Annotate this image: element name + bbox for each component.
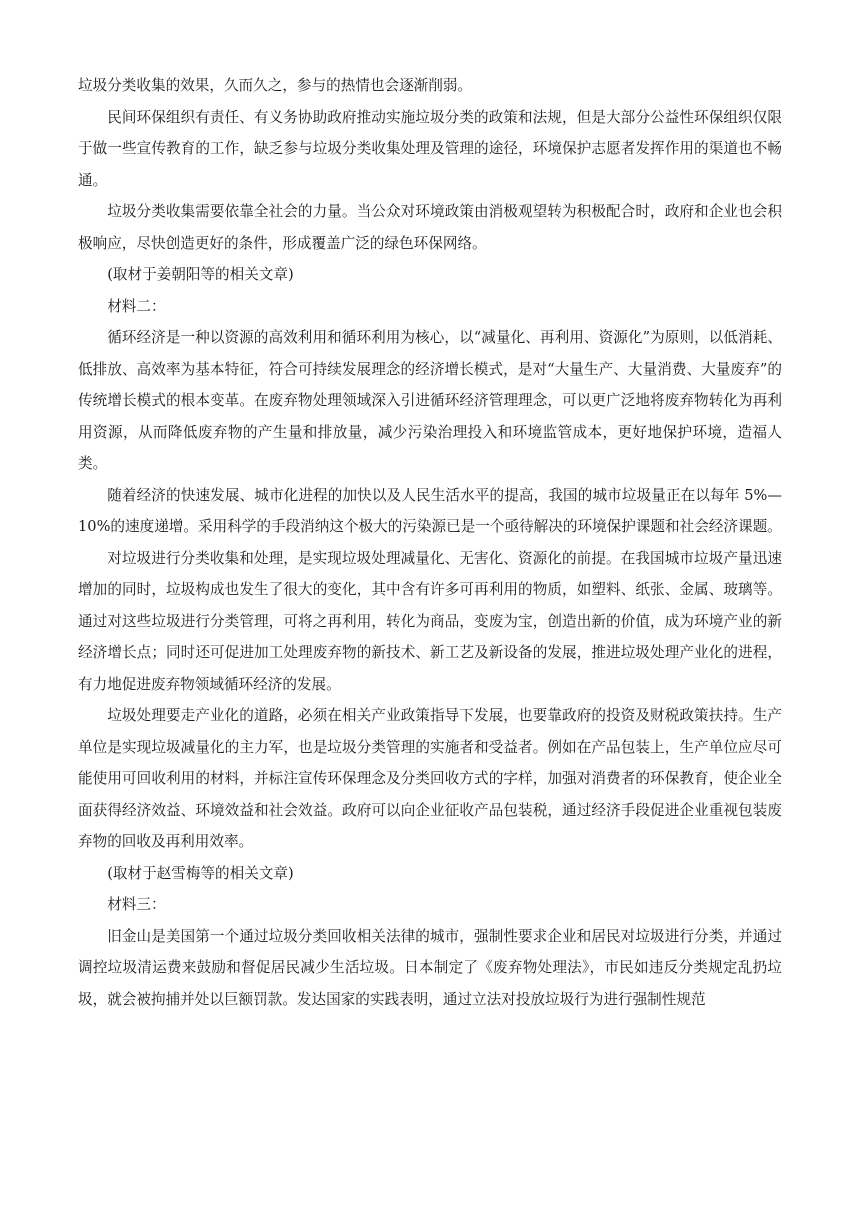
paragraph-ngo-role: 民间环保组织有责任、有义务协助政府推动实施垃圾分类的政策和法规，但是大部分公益性环保组织仅限于做一些宣传教育的工作，缺乏参与垃圾分类收集处理及管理的途径，环境保护志愿者发挥作用的渠道也不畅通。 <box>78 108 782 189</box>
source-note-2: (取材于赵雪梅等的相关文章) <box>107 864 294 882</box>
paragraph-society-power: 垃圾分类收集需要依靠全社会的力量。当公众对环境政策由消极观望转为积极配合时，政府和企业也会积极响应，尽快创造更好的条件，形成覆盖广泛的绿色环保网络。 <box>78 203 782 252</box>
material-2-heading: 材料二： <box>107 297 166 315</box>
document-page <box>78 70 782 1015</box>
paragraph-urban-waste-growth: 随着经济的快速发展、城市化进程的加快以及人民生活水平的提高，我国的城市垃圾量正在以每年 5%—10%的速度递增。采用科学的手段消纳这个极大的污染源已是一个亟待解决的环境保护课题和社会经济课题。 <box>78 486 782 535</box>
paragraph-foreign-practice: 旧金山是美国第一个通过垃圾分类回收相关法律的城市，强制性要求企业和居民对垃圾进行分类，并通过调控垃圾清运费来鼓励和督促居民减少生活垃圾。日本制定了《废弃物处理法》，市民如违反分类规定乱扔垃圾，就会被拘捕并处以巨额罚款。发达国家的实践表明，通过立法对投放垃圾行为进行强制性规范 <box>78 927 782 1008</box>
source-note-1: (取材于姜朝阳等的相关文章) <box>107 266 294 283</box>
material-3-heading: 材料三： <box>107 896 166 913</box>
paragraph-industrialization: 垃圾处理要走产业化的道路，必须在相关产业政策指导下发展，也要靠政府的投资及财税政策扶持。生产单位是实现垃圾减量化的主力军，也是垃圾分类管理的实施者和受益者。例如在产品包装上，生产单位应尽可能使用可回收利用的材料，并标注宣传环保理念及分类回收方式的字样，加强对消费者的环保教育，使企业全面获得经济效益、环境效益和社会效益。政府可以向企业征收产品包装税，通过经济手段促进企业重视包装废弃物的回收及再利用效率。 <box>78 707 782 850</box>
paragraph-circular-economy: 循环经济是一种以资源的高效利用和循环利用为核心，以“减量化、再利用、资源化”为原则，以低消耗、低排放、高效率为基本特征，符合可持续发展理念的经济增长模式，是对“大量生产、大量消费、大量废弃”的传统增长模式的根本变革。在废弃物处理领域深入引进循环经济管理理念，可以更广泛地将废弃物转化为再利用资源，从而降低废弃物的产生量和排放量，减少污染治理投入和环境监管成本，更好地保护环境，造福人类。 <box>78 329 782 472</box>
paragraph-sorted-collection: 对垃圾进行分类收集和处理，是实现垃圾处理减量化、无害化、资源化的前提。在我国城市垃圾产量迅速增加的同时，垃圾构成也发生了很大的变化，其中含有许多可再利用的物质，如塑料、纸张、金属、玻璃等。通过对这些垃圾进行分类管理，可将之再利用，转化为商品，变废为宝，创造出新的价值，成为环境产业的新经济增长点；同时还可促进加工处理废弃物的新技术、新工艺及新设备的发展，推进垃圾处理产业化的进程，有力地促进废弃物领域循环经济的发展。 <box>78 549 782 693</box>
paragraph-continued: 垃圾分类收集的效果，久而久之，参与的热情也会逐渐削弱。 <box>78 77 473 94</box>
